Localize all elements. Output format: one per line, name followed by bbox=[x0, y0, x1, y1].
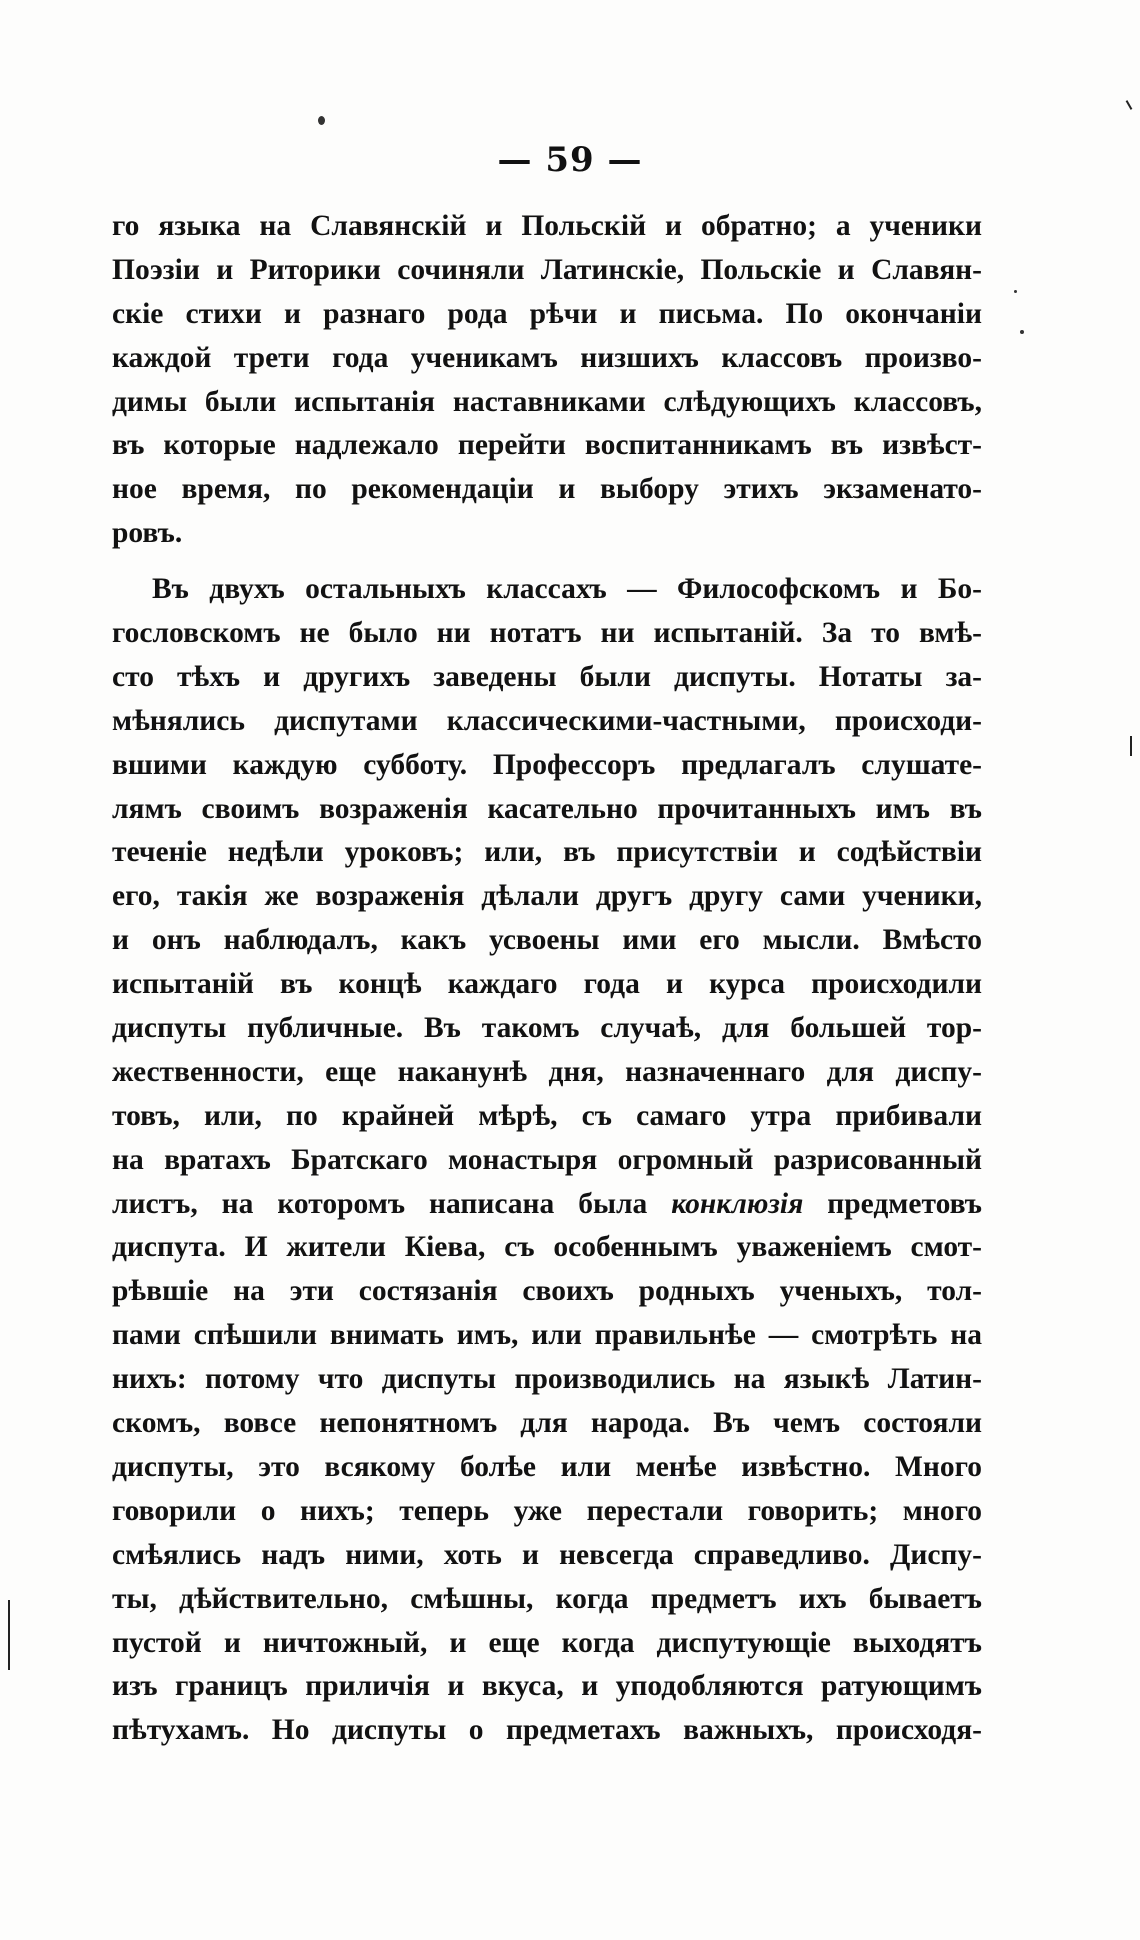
text-line: го языка на Славянскій и Польскій и обратно; а ученики bbox=[112, 210, 982, 242]
paragraph-gap bbox=[112, 556, 982, 568]
ink-speck bbox=[1020, 330, 1024, 334]
text-line: димы были испытанія наставниками слѣдующихъ классовъ, bbox=[112, 385, 982, 418]
text-line: ровъ. bbox=[112, 517, 183, 550]
text-line: вшими каждую субботу. Профессоръ предлагалъ слушате- bbox=[112, 748, 982, 781]
text-line: и онъ наблюдалъ, какъ усвоены ими его мысли. Вмѣсто bbox=[112, 924, 982, 957]
text-line: диспуты публичные. Въ такомъ случаѣ, для большей тор- bbox=[112, 1012, 982, 1045]
text-line: испытаній въ концѣ каждаго года и курса происходили bbox=[112, 968, 982, 1001]
text-line: на вратахъ Братскаго монастыря огромный разрисованный bbox=[112, 1143, 982, 1176]
ink-speck bbox=[318, 116, 325, 125]
text-line: изъ границъ приличія и вкуса, и уподобляются ратующимъ bbox=[112, 1670, 982, 1703]
text-line: мѣнялись диспутами классическими-частными, происходи- bbox=[112, 704, 982, 737]
scan-edge-mark bbox=[8, 1600, 10, 1670]
text-line: диспута. И жители Кіева, съ особеннымъ уваженіемъ смот- bbox=[112, 1231, 982, 1264]
body-text bbox=[112, 205, 982, 1753]
text-line: гословскомъ не было ни нотатъ ни испытаній. За то вмѣ- bbox=[112, 617, 982, 650]
text-line-with-italic bbox=[112, 1183, 982, 1227]
text-line: ты, дѣйствительно, смѣшны, когда предметъ ихъ бываетъ bbox=[112, 1582, 982, 1615]
text-line: диспуты, это всякому болѣе или менѣе извѣстно. Много bbox=[112, 1450, 982, 1483]
scan-edge-mark bbox=[1126, 100, 1133, 110]
text-line: въ которые надлежало перейти воспитанникамъ въ извѣст- bbox=[112, 429, 982, 462]
text-line: теченіе недѣли уроковъ; или, въ присутствіи и содѣйствіи bbox=[112, 836, 982, 869]
text-line: скіе стихи и разнаго рода рѣчи и письма. По окончаніи bbox=[112, 297, 982, 330]
text-line: пустой и ничтожный, и еще когда диспутующіе выходятъ bbox=[112, 1626, 982, 1659]
text-segment: листъ, на которомъ написана была bbox=[112, 1187, 672, 1220]
page-number: — 59 — bbox=[497, 140, 643, 180]
text-line: его, такія же возраженія дѣлали другъ другу сами ученики, bbox=[112, 880, 982, 913]
text-line: пами спѣшили внимать имъ, или правильнѣе — смотрѣть на bbox=[112, 1319, 982, 1352]
italic-term: конклюзія bbox=[671, 1187, 804, 1220]
text-line: жественности, еще наканунѣ дня, назначеннаго для диспу- bbox=[112, 1055, 982, 1088]
text-line: говорили о нихъ; теперь уже перестали говорить; много bbox=[112, 1494, 982, 1527]
ink-speck bbox=[1014, 290, 1017, 293]
text-line: каждой трети года ученикамъ низшихъ классовъ произво- bbox=[112, 341, 982, 374]
text-line: нихъ: потому что диспуты производились на языкѣ Латин- bbox=[112, 1363, 982, 1396]
text-line: пѣтухамъ. Но диспуты о предметахъ важныхъ, происходя- bbox=[112, 1714, 982, 1747]
text-line: сто тѣхъ и другихъ заведены были диспуты. Нотаты за- bbox=[112, 660, 982, 693]
text-line: товъ, или, по крайней мѣрѣ, съ самаго утра прибивали bbox=[112, 1099, 982, 1132]
text-line: скомъ, вовсе непонятномъ для народа. Въ чемъ состояли bbox=[112, 1407, 982, 1440]
text-line: смѣялись надъ ними, хоть и невсегда справедливо. Диспу- bbox=[112, 1538, 982, 1571]
scan-edge-mark bbox=[1130, 736, 1132, 756]
text-line: лямъ своимъ возраженія касательно прочитанныхъ имъ въ bbox=[112, 792, 982, 825]
text-line: Въ двухъ остальныхъ классахъ — Философскомъ и Бо- bbox=[152, 573, 982, 606]
text-line: рѣвшіе на эти состязанія своихъ родныхъ ученыхъ, тол- bbox=[112, 1275, 982, 1308]
text-segment: предметовъ bbox=[803, 1187, 982, 1220]
text-line: ное время, по рекомендаціи и выбору этихъ экзаменато- bbox=[112, 473, 982, 506]
text-line: Поэзіи и Риторики сочиняли Латинскіе, Польскіе и Славян- bbox=[112, 253, 982, 286]
